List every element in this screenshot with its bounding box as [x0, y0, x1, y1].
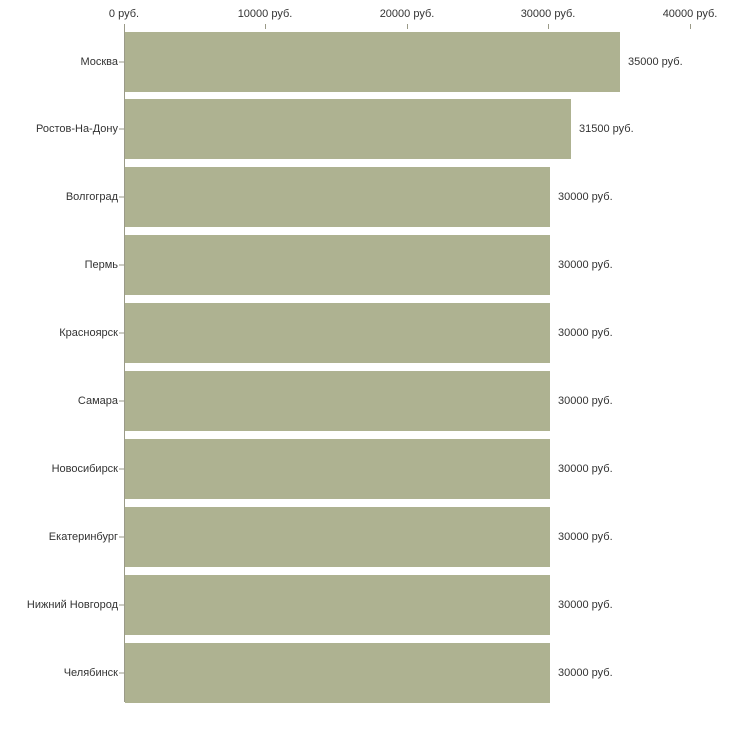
- table-row: [0, 163, 730, 231]
- table-row: [0, 367, 730, 435]
- bar-8: [125, 575, 550, 635]
- x-tick-label-3: 30000 руб.: [520, 8, 576, 20]
- category-tick-5: [119, 401, 124, 402]
- bar-value-label-8: 30000 руб.: [558, 599, 613, 611]
- category-tick-9: [119, 673, 124, 674]
- bar-rows: [0, 28, 730, 702]
- bar-value-label-6: 30000 руб.: [558, 463, 613, 475]
- bar-4: [125, 303, 550, 363]
- x-axis-tick-labels: [0, 8, 730, 24]
- table-row: [0, 28, 730, 96]
- bar-3: [125, 235, 550, 295]
- category-label-9: Челябинск: [63, 667, 118, 679]
- category-label-8: Нижний Новгород: [26, 599, 118, 611]
- category-label-3: Пермь: [84, 259, 118, 271]
- category-label-7: Екатеринбург: [48, 531, 118, 543]
- bar-1: [125, 99, 571, 159]
- bar-value-label-0: 35000 руб.: [628, 56, 683, 68]
- table-row: [0, 435, 730, 503]
- bar-0: [125, 32, 620, 92]
- category-label-1: Ростов-На-Дону: [35, 123, 118, 135]
- category-label-0: Москва: [80, 56, 118, 68]
- bar-value-label-7: 30000 руб.: [558, 531, 613, 543]
- category-label-6: Новосибирск: [51, 463, 118, 475]
- category-tick-4: [119, 333, 124, 334]
- x-tick-label-0: 0 руб.: [108, 8, 140, 20]
- table-row: [0, 95, 730, 163]
- x-tick-label-1: 10000 руб.: [237, 8, 293, 20]
- table-row: [0, 231, 730, 299]
- x-tick-label-4: 40000 руб.: [662, 8, 718, 20]
- bar-2: [125, 167, 550, 227]
- bar-6: [125, 439, 550, 499]
- bar-5: [125, 371, 550, 431]
- category-tick-7: [119, 537, 124, 538]
- category-tick-8: [119, 605, 124, 606]
- table-row: [0, 571, 730, 639]
- category-label-5: Самара: [77, 395, 118, 407]
- bar-value-label-4: 30000 руб.: [558, 327, 613, 339]
- bar-7: [125, 507, 550, 567]
- bar-value-label-5: 30000 руб.: [558, 395, 613, 407]
- category-tick-6: [119, 469, 124, 470]
- category-label-2: Волгоград: [65, 191, 118, 203]
- category-label-4: Красноярск: [59, 327, 118, 339]
- table-row: [0, 639, 730, 707]
- bar-value-label-3: 30000 руб.: [558, 259, 613, 271]
- category-tick-2: [119, 197, 124, 198]
- x-tick-label-2: 20000 руб.: [379, 8, 435, 20]
- bar-value-label-1: 31500 руб.: [579, 123, 634, 135]
- category-tick-1: [119, 129, 124, 130]
- table-row: [0, 299, 730, 367]
- bar-9: [125, 643, 550, 703]
- category-tick-0: [119, 62, 124, 63]
- bar-value-label-2: 30000 руб.: [558, 191, 613, 203]
- bar-value-label-9: 30000 руб.: [558, 667, 613, 679]
- table-row: [0, 503, 730, 571]
- category-tick-3: [119, 265, 124, 266]
